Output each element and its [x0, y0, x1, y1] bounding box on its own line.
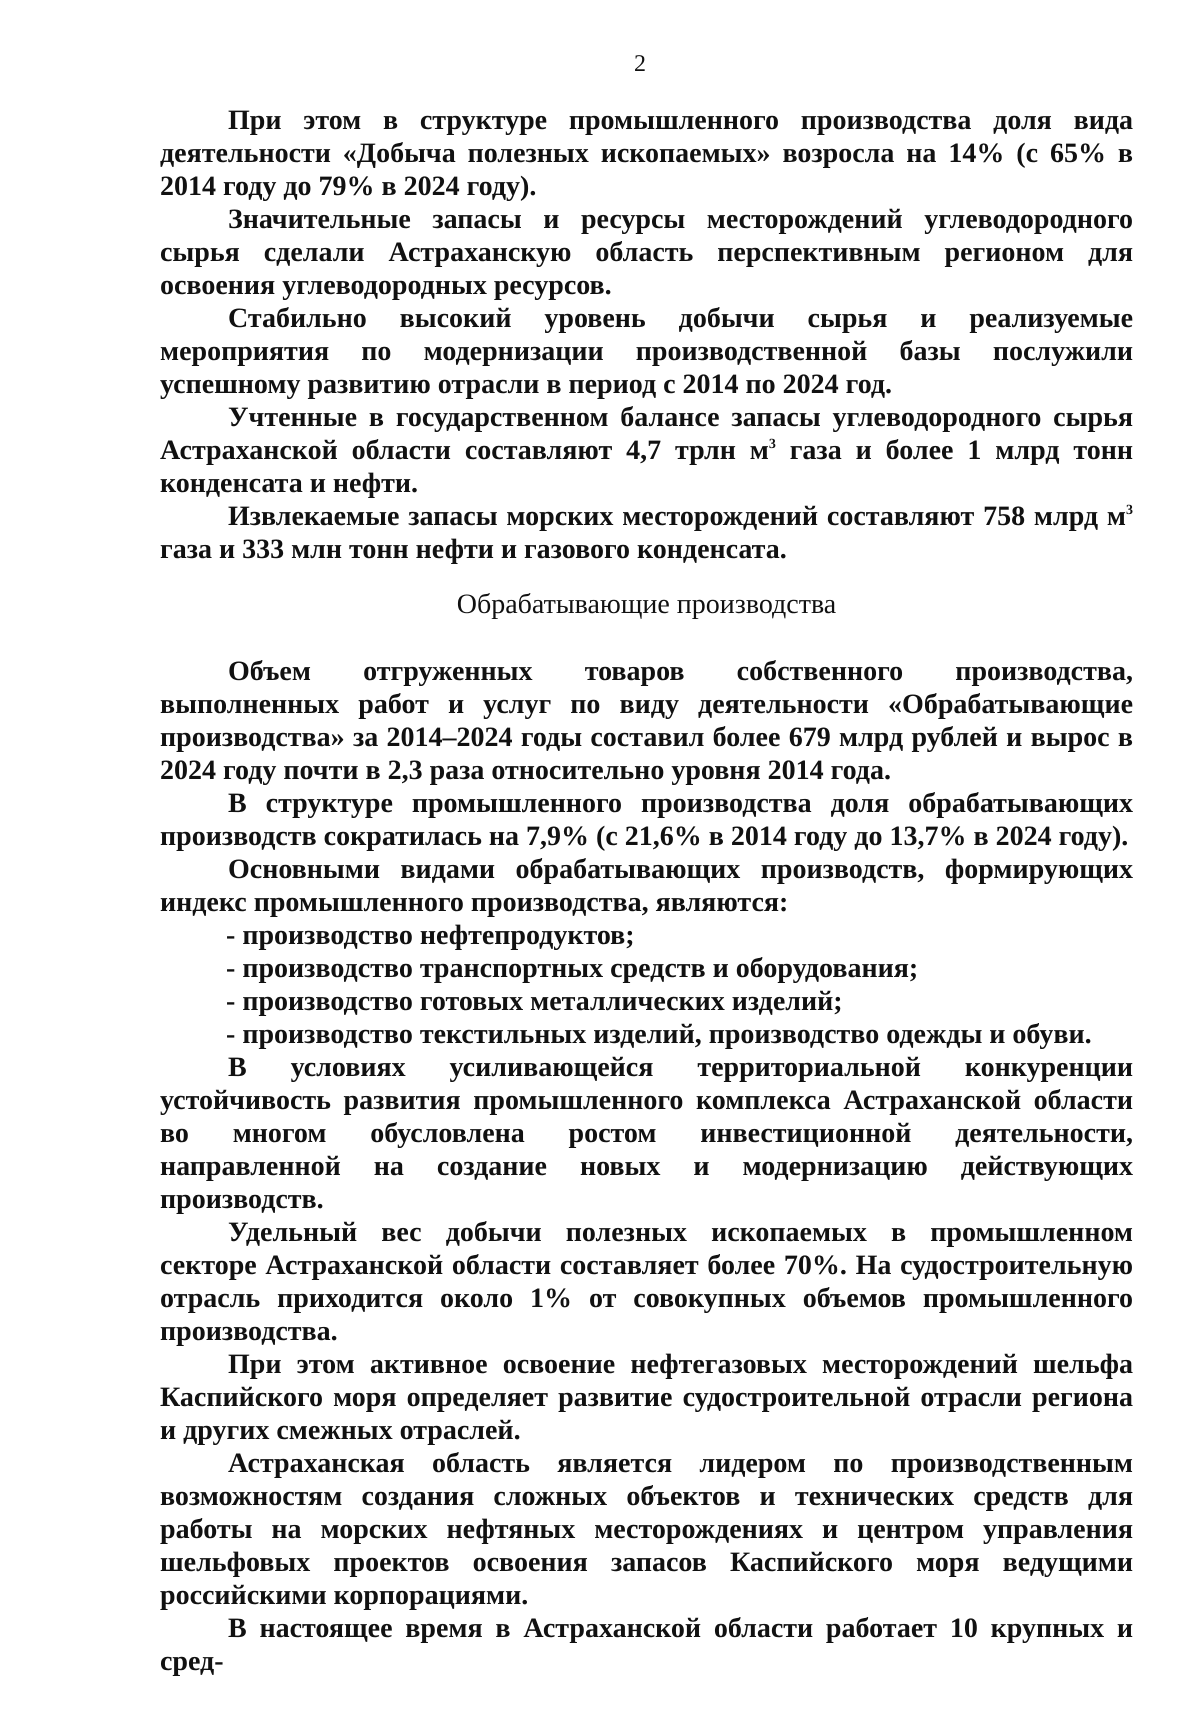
- text-segment: газа и 333 млн тонн нефти и газового конденсата.: [160, 534, 787, 565]
- paragraph-manufacturing-share: В структуре промышленного производства доля обрабатывающих производств сократилась на 7,9% (с 21,6% в 2014 году до 13,7% в 2024 году).: [160, 788, 1133, 852]
- text-segment: Извлекаемые запасы морских месторождений составляют 758 млрд м: [228, 501, 1126, 532]
- list-item: - производство текстильных изделий, производство одежды и обуви.: [226, 1019, 1092, 1050]
- paragraph-main-types: Основными видами обрабатывающих производств, формирующих индекс промышленного производства, являются:: [160, 854, 1133, 918]
- list-item: - производство готовых металлических изделий;: [226, 986, 843, 1017]
- paragraph-reserves: Значительные запасы и ресурсы месторождений углеводородного сырья сделали Астраханскую область перспективным регионом для освоения углеводородных ресурсов.: [160, 204, 1133, 301]
- text-segment: газа и более 1 млрд тонн конденсата и нефти.: [160, 435, 1133, 499]
- document-body: [160, 104, 1133, 1678]
- paragraph-mining-share: При этом в структуре промышленного производства доля вида деятельности «Добыча полезных ископаемых» возросла на 14% (с 65% в 2014 году до 79% в 2024 году).: [160, 105, 1133, 202]
- list-item: - производство транспортных средств и оборудования;: [226, 953, 919, 984]
- paragraph-production-level: Стабильно высокий уровень добычи сырья и реализуемые мероприятия по модернизации производственной базы послужили успешному развитию отрасли в период с 2014 по 2024 год.: [160, 303, 1133, 400]
- paragraph-leadership: Астраханская область является лидером по производственным возможностям создания сложных объектов и технических средств для работы на морских нефтяных месторождениях и центром управления шельфовых проектов освоения запасов Каспийского моря ведущими российскими корпорациями.: [160, 1448, 1133, 1611]
- paragraph-specific-weight: Удельный вес добычи полезных ископаемых в промышленном секторе Астраханской области составляет более 70%. На судостроительную отрасль приходится около 1% от совокупных объемов промышленного производства.: [160, 1217, 1133, 1347]
- paragraph-shelf-development: При этом активное освоение нефтегазовых месторождений шельфа Каспийского моря определяет развитие судостроительной отрасли региона и других смежных отраслей.: [160, 1349, 1133, 1446]
- paragraph-manufacturing-volume: Объем отгруженных товаров собственного производства, выполненных работ и услуг по виду деятельности «Обрабатывающие производства» за 2014–2024 годы составил более 679 млрд рублей и вырос в 2024 году почти в 2,3 раза относительно уровня 2014 года.: [160, 656, 1133, 786]
- paragraph-competition: В условиях усиливающейся территориальной конкуренции устойчивость развития промышленного комплекса Астраханской области во многом обусловлена ростом инвестиционной деятельности, направленной на создание новых и модернизацию действующих производств.: [160, 1052, 1133, 1215]
- manufacturing-types-list: [160, 919, 1133, 1051]
- text-segment: Учтенные в государственном балансе запасы углеводородного сырья Астраханской области составляют 4,7 трлн м: [160, 402, 1133, 466]
- paragraph-state-balance: [160, 401, 1133, 500]
- page-number: 2: [634, 51, 646, 77]
- section-heading: Обрабатывающие производства: [456, 589, 837, 620]
- superscript: 3: [1126, 503, 1133, 518]
- superscript: 3: [768, 437, 776, 452]
- paragraph-enterprises: В настоящее время в Астраханской области работает 10 крупных и сред-: [160, 1613, 1133, 1677]
- paragraph-offshore-reserves: [160, 500, 1133, 566]
- list-item: - производство нефтепродуктов;: [226, 920, 635, 951]
